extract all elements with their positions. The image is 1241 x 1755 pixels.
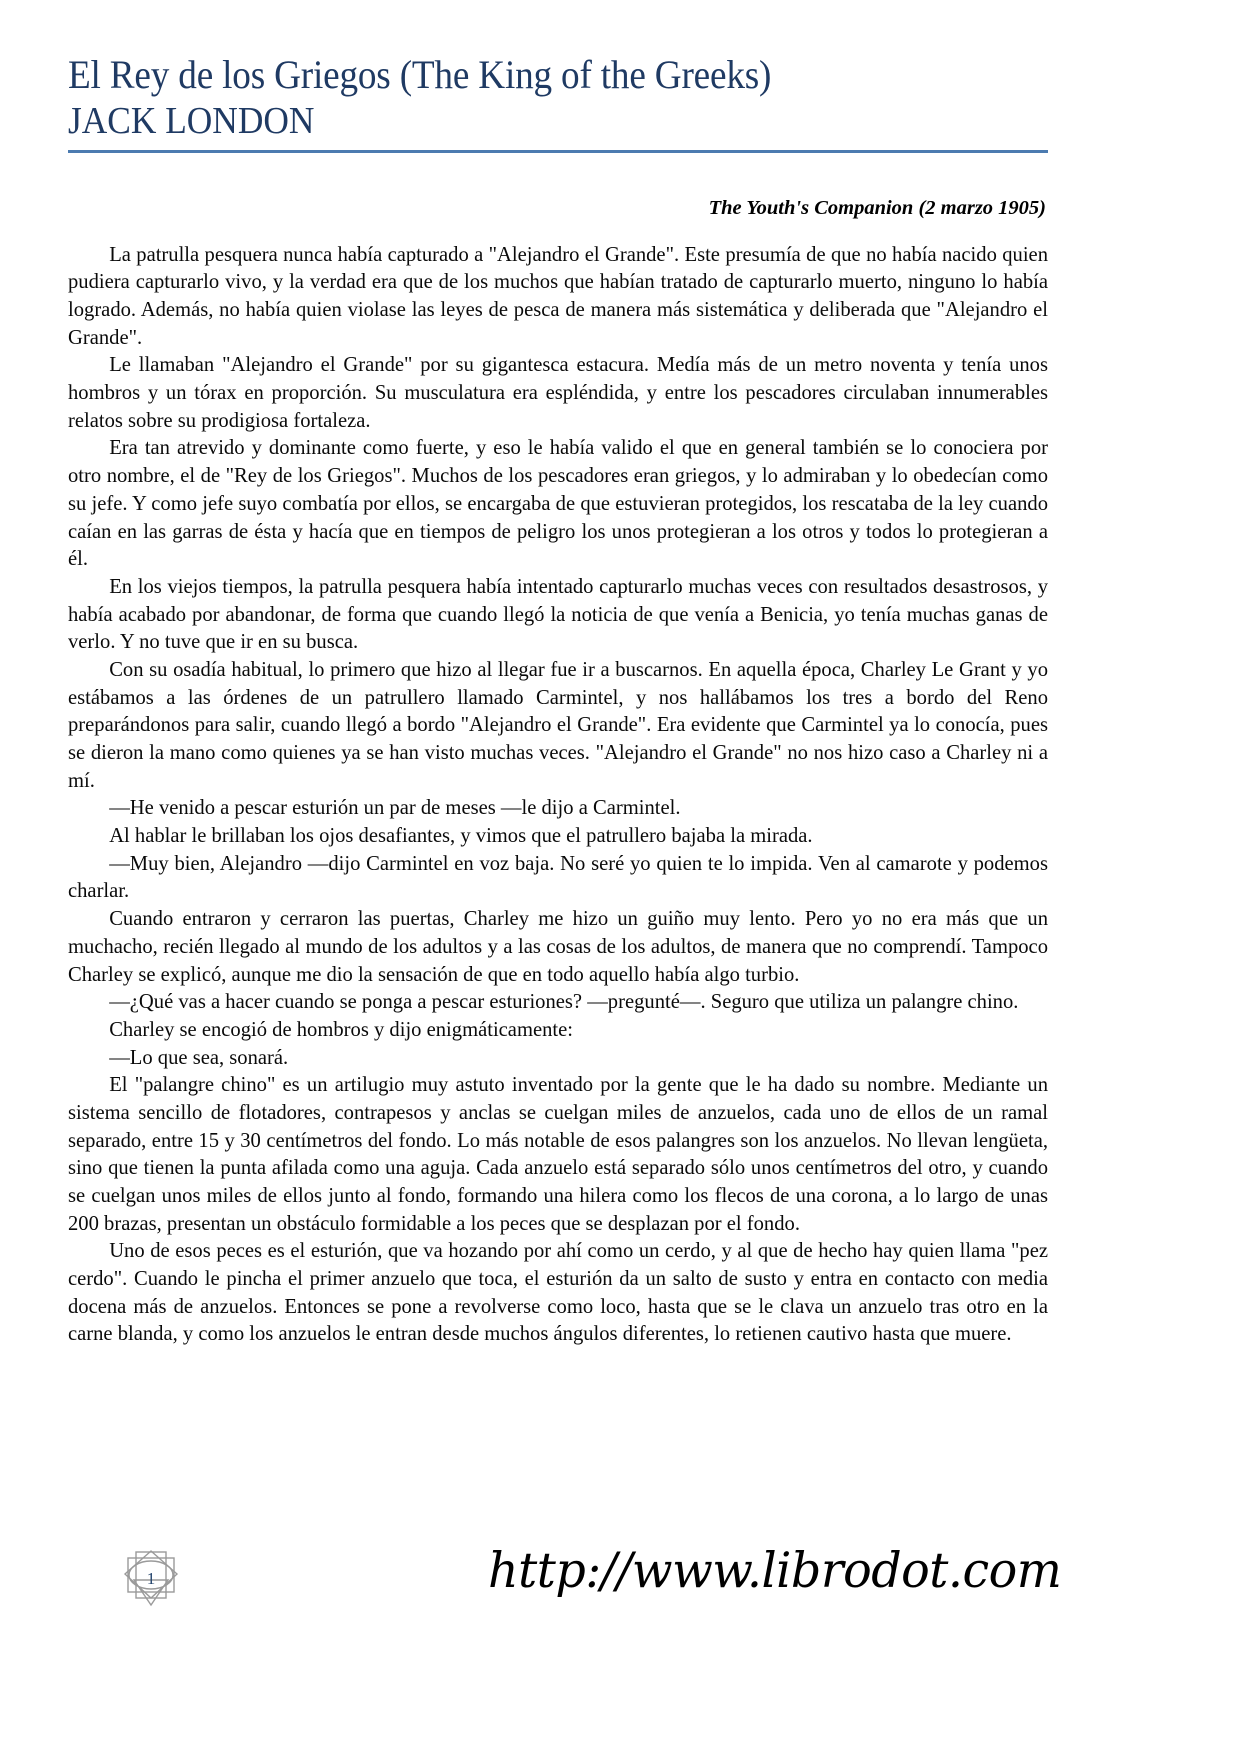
document-content xyxy=(68,52,1048,1349)
paragraph: El "palangre chino" es un artilugio muy astuto inventado por la gente que le ha dado su nombre. Mediante un sistema sencillo de flotadores, contrapesos y anclas se cuelgan miles de anzuelos, cada uno de ellos de un ramal separado, entre 15 y 30 centímetros del fondo. Lo más notable de esos palangres son los anzuelos. No llevan lengüeta, sino que tienen la punta afilada como una aguja. Cada anzuelo está separado sólo unos centímetros del otro, y cuando se cuelgan unos miles de ellos junto al fondo, formando una hilera como los flecos de una corona, a lo largo de unas 200 brazas, presentan un obstáculo formidable a los peces que se desplazan por el fondo. xyxy=(68,1074,1048,1235)
document-author: JACK LONDON xyxy=(68,99,315,142)
paragraph: Charley se encogió de hombros y dijo enigmáticamente: xyxy=(109,1018,573,1041)
paragraph: —¿Qué vas a hacer cuando se ponga a pescar esturiones? —pregunté—. Seguro que utiliza un palangre chino. xyxy=(109,991,1019,1014)
page-title: El Rey de los Griegos (The King of the Greeks) xyxy=(68,52,772,97)
page-number-ornament xyxy=(120,1548,182,1610)
document-heading xyxy=(68,52,1048,153)
paragraph: —Muy bien, Alejandro —dijo Carmintel en voz baja. No seré yo quien te lo impida. Ven al camarote y podemos charlar. xyxy=(68,852,1048,903)
story-body xyxy=(68,242,1048,1350)
page-footer xyxy=(68,1540,1062,1660)
paragraph: —He venido a pescar esturión un par de meses —le dijo a Carmintel. xyxy=(109,797,681,820)
paragraph: En los viejos tiempos, la patrulla pesquera había intentado capturarlo muchas veces con resultados desastrosos, y había acabado por abandonar, de forma que cuando llegó la noticia de que venía a Benicia, yo tenía muchas ganas de verlo. Y no tuve que ir en su busca. xyxy=(68,575,1048,654)
paragraph: Era tan atrevido y dominante como fuerte, y eso le había valido el que en general también se lo conociera por otro nombre, el de "Rey de los Griegos". Muchos de los pescadores eran griegos, y lo admiraban y lo obedecían como su jefe. Y como jefe suyo combatía por ellos, se encargaba de que estuvieran protegidos, los rescataba de la ley cuando caían en las garras de ésta y hacía que en tiempos de peligro los unos protegieran a los otros y todos lo protegieran a él. xyxy=(68,437,1048,571)
publication-source: The Youth's Companion (2 marzo 1905) xyxy=(708,196,1046,219)
paragraph: Le llamaban "Alejandro el Grande" por su gigantesca estacura. Medía más de un metro noventa y tenía unos hombros y un tórax en proporción. Su musculatura era espléndida, y entre los pescadores circulaban innumerables relatos sobre su prodigiosa fortaleza. xyxy=(68,354,1048,432)
paragraph: —Lo que sea, sonará. xyxy=(109,1046,289,1069)
paragraph: Cuando entraron y cerraron las puertas, Charley me hizo un guiño muy lento. Pero yo no era más que un muchacho, recién llegado al mundo de los adultos y a las cosas de los adultos, de manera que no comprendí. Tampoco Charley se explicó, aunque me dio la sensación de que en todo aquello había algo turbio. xyxy=(68,908,1048,986)
page-number: 1 xyxy=(146,1569,156,1588)
paragraph: Con su osadía habitual, lo primero que hizo al llegar fue ir a buscarnos. En aquella época, Charley Le Grant y yo estábamos a las órdenes de un patrullero llamado Carmintel, y nos hallábamos los tres a bordo del Reno preparándonos para salir, cuando llegó a bordo "Alejandro el Grande". Era evidente que Carmintel ya lo conocía, pues se dieron la mano como quienes ya se han visto muchas veces. "Alejandro el Grande" no nos hizo caso a Charley ni a mí. xyxy=(68,658,1048,792)
paragraph: La patrulla pesquera nunca había capturado a "Alejandro el Grande". Este presumía de que no había nacido quien pudiera capturarlo vivo, y la verdad era que de los muchos que habían tratado de capturarlo muerto, ninguno lo había logrado. Además, no había quien violase las leyes de pesca de manera más sistemática y deliberada que "Alejandro el Grande". xyxy=(68,243,1048,349)
paragraph: Al hablar le brillaban los ojos desafiantes, y vimos que el patrullero bajaba la mirada. xyxy=(109,825,813,848)
site-url: http://www.librodot.com xyxy=(488,1542,1062,1599)
paragraph: Uno de esos peces es el esturión, que va hozando por ahí como un cerdo, y al que de hecho hay quien llama "pez cerdo". Cuando le pincha el primer anzuelo que toca, el esturión da un salto de susto y entra en contacto con media docena más de anzuelos. Entonces se pone a revolverse como loco, hasta que se le clava un anzuelo tras otro en la carne blanda, y como los anzuelos le entran desde muchos ángulos diferentes, lo retienen cautivo hasta que muere. xyxy=(68,1240,1048,1346)
